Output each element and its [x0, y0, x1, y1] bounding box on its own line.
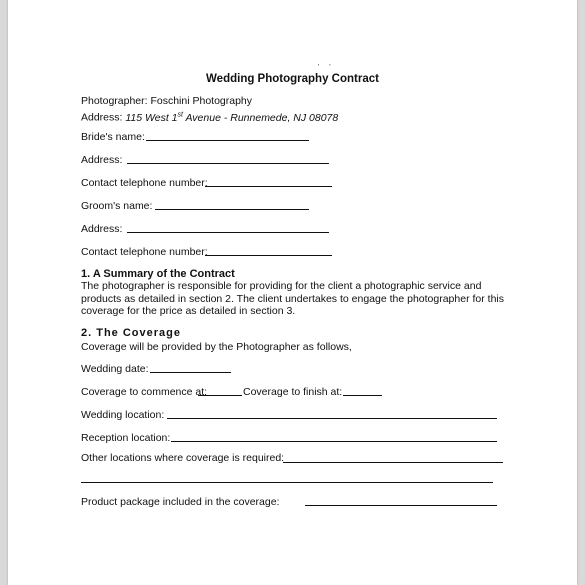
section2-intro: Coverage will be provided by the Photographer as follows, — [81, 341, 352, 353]
groom-phone-input[interactable] — [205, 255, 332, 256]
product-package-input[interactable] — [305, 505, 497, 506]
title-marks: ' ' — [318, 64, 335, 71]
wedding-date-input[interactable] — [150, 372, 231, 373]
wedding-date-label: Wedding date: — [81, 363, 149, 375]
field-label: Address: — [81, 154, 123, 166]
address-value: 115 West 1st Avenue - Runnemede, NJ 08078 — [125, 111, 339, 124]
other-locations-extra-line[interactable] — [81, 482, 493, 483]
field-grooms-name — [81, 200, 152, 213]
bride-phone-input[interactable] — [205, 186, 332, 187]
address-label: Address: — [81, 111, 123, 124]
section1-heading: 1. A Summary of the Contract — [81, 268, 235, 280]
commence-input[interactable] — [198, 395, 242, 396]
photographer-address — [81, 108, 338, 125]
section2-heading: 2. The Coverage — [81, 327, 181, 339]
product-package-label: Product package included in the coverage: — [81, 496, 280, 508]
field-bride-phone — [81, 177, 208, 190]
field-bride-address — [81, 154, 122, 167]
other-locations-label: Other locations where coverage is required: — [81, 452, 285, 464]
commence-label: Coverage to commence at: — [81, 386, 208, 398]
reception-location-label: Reception location: — [81, 432, 171, 444]
finish-input[interactable] — [343, 395, 382, 396]
field-label: Contact telephone number: — [81, 177, 208, 189]
field-label: Contact telephone number: — [81, 246, 208, 258]
reception-location-input[interactable] — [171, 441, 497, 442]
groom-address-input[interactable] — [127, 232, 329, 233]
field-label: Address: — [81, 223, 123, 235]
brides-name-input[interactable] — [146, 140, 309, 141]
field-groom-phone — [81, 246, 208, 259]
wedding-location-input[interactable] — [167, 418, 497, 419]
document-title: Wedding Photography Contract — [206, 73, 379, 85]
field-label: Groom's name: — [81, 200, 153, 212]
field-groom-address — [81, 223, 122, 236]
bride-address-input[interactable] — [127, 163, 329, 164]
field-brides-name — [81, 131, 145, 144]
photographer-line: Photographer: Foschini Photography — [81, 95, 253, 107]
grooms-name-input[interactable] — [155, 209, 309, 210]
finish-label: Coverage to finish at: — [243, 386, 343, 398]
section1-body: The photographer is responsible for providing for the client a photographic service and products as detailed in section 2. The client undertakes to engage the photographer for this coverage for the price as detailed in section 3. — [81, 280, 504, 317]
other-locations-input[interactable] — [283, 462, 503, 463]
field-label: Bride's name: — [81, 131, 145, 143]
wedding-location-label: Wedding location: — [81, 409, 165, 421]
